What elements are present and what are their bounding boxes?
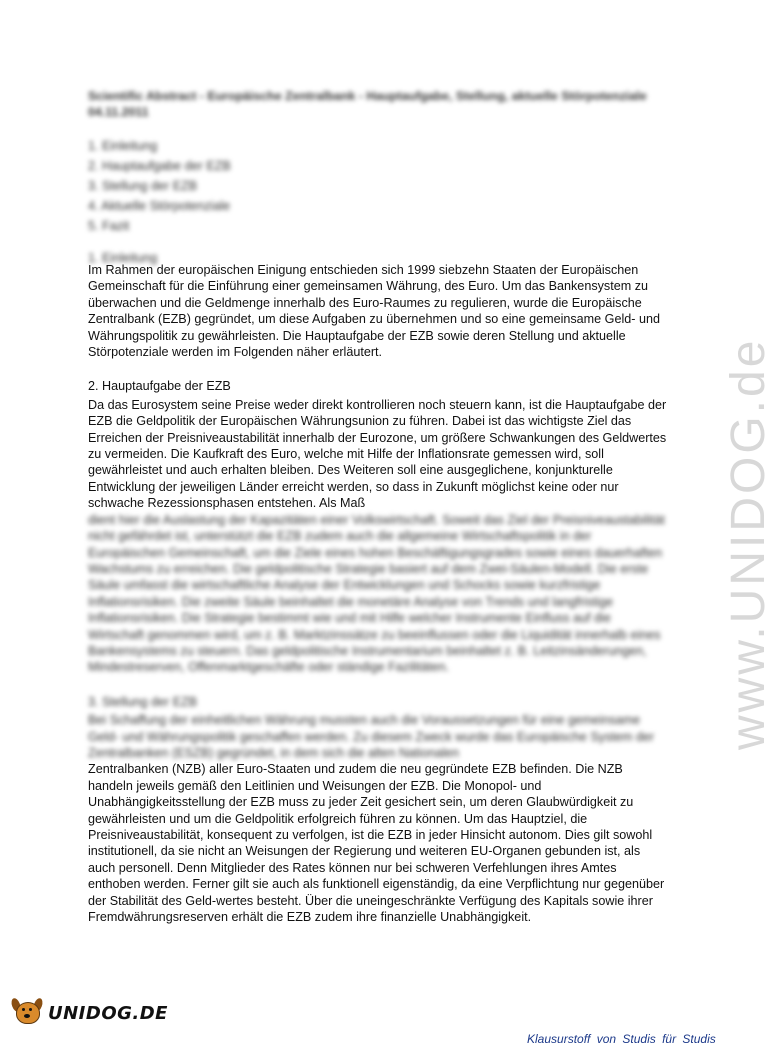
watermark-text: www.UNIDOG.de — [722, 337, 775, 750]
section2-heading: 2. Hauptaufgabe der EZB — [88, 379, 231, 394]
logo-text: UNIDOG.DE — [48, 1002, 168, 1024]
section2-blurred-paragraph: dient hier die Auslastung der Kapazitäten einer Volkswirtschaft. Soweit das Ziel der Preisniveaustabilität nicht gefährdet ist, unterstützt die EZB zudem auch die allgemeine Wirtschaftspolitik in der Europäischen Gemeinschaft, um die Ziele eines hohen Beschäftigungsgrades sowie eines dauerhaften Wachstums zu erreichen. Die geldpolitische Strategie basiert auf dem Zwei-Säulen-Modell. Die erste Säule umfasst die wirtschaftliche Analyse der Entwicklungen und Schocks sowie kurzfristige Inflationsrisiken. Die zweite Säule beinhaltet die monetäre Analyse von Trends und langfristige Inflationsrisiken. Die Strategie bestimmt wie und mit Hilfe welcher Instrumente Einfluss auf die Wirtschaft genommen wird, um z. B. Marktzinssätze zu beeinflussen oder die Liquidität innerhalb eines Bankensystems zu steuern. Das geldpolitische Instrumentarium beinhaltet z. B. Leitzinsänderungen, Mindestreserven, Offenmarktgeschäfte oder ständige Fazilitäten. — [88, 512, 665, 675]
table-of-contents — [88, 136, 668, 236]
section2-paragraph: Da das Eurosystem seine Preise weder direkt kontrollieren noch steuern kann, ist die Hauptaufgabe der EZB die Geldpolitik der Europäischen Währungsunion zu führen. Dabei ist das wichtigste Ziel das Erreichen der Preisniveaustabilität innerhalb der Eurozone, um größere Schwankungen des Geldwertes zu vermeiden. Die Kaufkraft des Euro, welche mit Hilfe der Inflationsrate gemessen wird, soll gewährleistet und auch erhalten bleiben. Des Weiteren soll eine ausgeglichene, konjunkturelle Entwicklung der jeweiligen Länder erreicht werden, so dass in Zukunft möglichst keine oder nur schwache Rezessionsphasen entstehen. Als Maß — [88, 397, 667, 511]
dog-mascot-icon — [10, 996, 44, 1030]
section3-blurred-paragraph: Bei Schaffung der einheitlichen Währung mussten auch die Voraussetzungen für eine gemeinsame Geld- und Währungspolitik geschaffen werden. Zu diesem Zweck wurde das Europäische System der Zentralbanken (ESZB) gegründet, in dem sich die alten Nationalen — [88, 713, 655, 760]
document-title: Scientific Abstract - Europäische Zentralbank - Hauptaufgabe, Stellung, aktuelle Störpotenziale 04.11.2011 — [88, 89, 647, 119]
section3-heading: 3. Stellung der EZB — [88, 694, 198, 709]
section3-paragraph: Zentralbanken (NZB) aller Euro-Staaten und zudem die neu gegründete EZB befinden. Die NZB handeln jeweils gemäß den Leitlinien und Weisungen der EZB. Die Monopol- und Unabhängigkeitsstellung der EZB muss zu jeder Zeit gesichert sein, um deren Glaubwürdigkeit zu gewährleisten und um die Geldpolitik erfolgreich führen zu können. Um das Hauptziel, die Preisniveaustabilität, konsequent zu verfolgen, ist die EZB in jeder Hinsicht autonom. Dies gilt sowohl institutionell, da sie nicht an Weisungen der Regierung und weiteren EU-Organen gebunden ist, als auch personell. Denn Mitglieder des Rates können nur bei schweren Verfehlungen ihres Amtes enthoben werden. Ferner gilt sie auch als funktionell eigenständig, da eine Verpflichtung nur gegenüber der Stabilität des Geld-wertes besteht. Über die uneingeschränkte Verfügung des Kapitals sowie ihrer Fremdwährungsreserven erhält die EZB zudem ihre finanzielle Unabhängigkeit. — [88, 762, 665, 925]
footer-tagline: Klausurstoff von Studis für Studis — [527, 1032, 716, 1046]
toc-item: 1. Einleitung — [88, 139, 158, 153]
toc-item: 2. Hauptaufgabe der EZB — [88, 159, 231, 173]
toc-item: 5. Fazit — [88, 219, 130, 233]
document-content — [88, 88, 668, 943]
toc-item: 4. Aktuelle Störpotenziale — [88, 199, 231, 213]
section1-heading: 1. Einleitung — [88, 251, 158, 265]
unidog-logo[interactable] — [10, 996, 168, 1030]
watermark — [665, 280, 775, 750]
toc-item: 3. Stellung der EZB — [88, 179, 198, 193]
section1-paragraph: Im Rahmen der europäischen Einigung entschieden sich 1999 siebzehn Staaten der Europäischen Gemeinschaft für die Einführung einer gemeinsamen Währung, des Euro. Um das Bankensystem zu überwachen und die Geldmenge innerhalb des Euro-Raumes zu regulieren, wurde die Europäische Zentralbank (EZB) gegründet, um diese Aufgaben zu übernehmen und so eine gemeinsame Geld- und Währungspolitik zu gewährleisten. Die Hauptaufgabe der EZB sowie deren Stellung und aktuelle Störpotenziale werden im Folgenden näher erläutert. — [88, 263, 660, 360]
